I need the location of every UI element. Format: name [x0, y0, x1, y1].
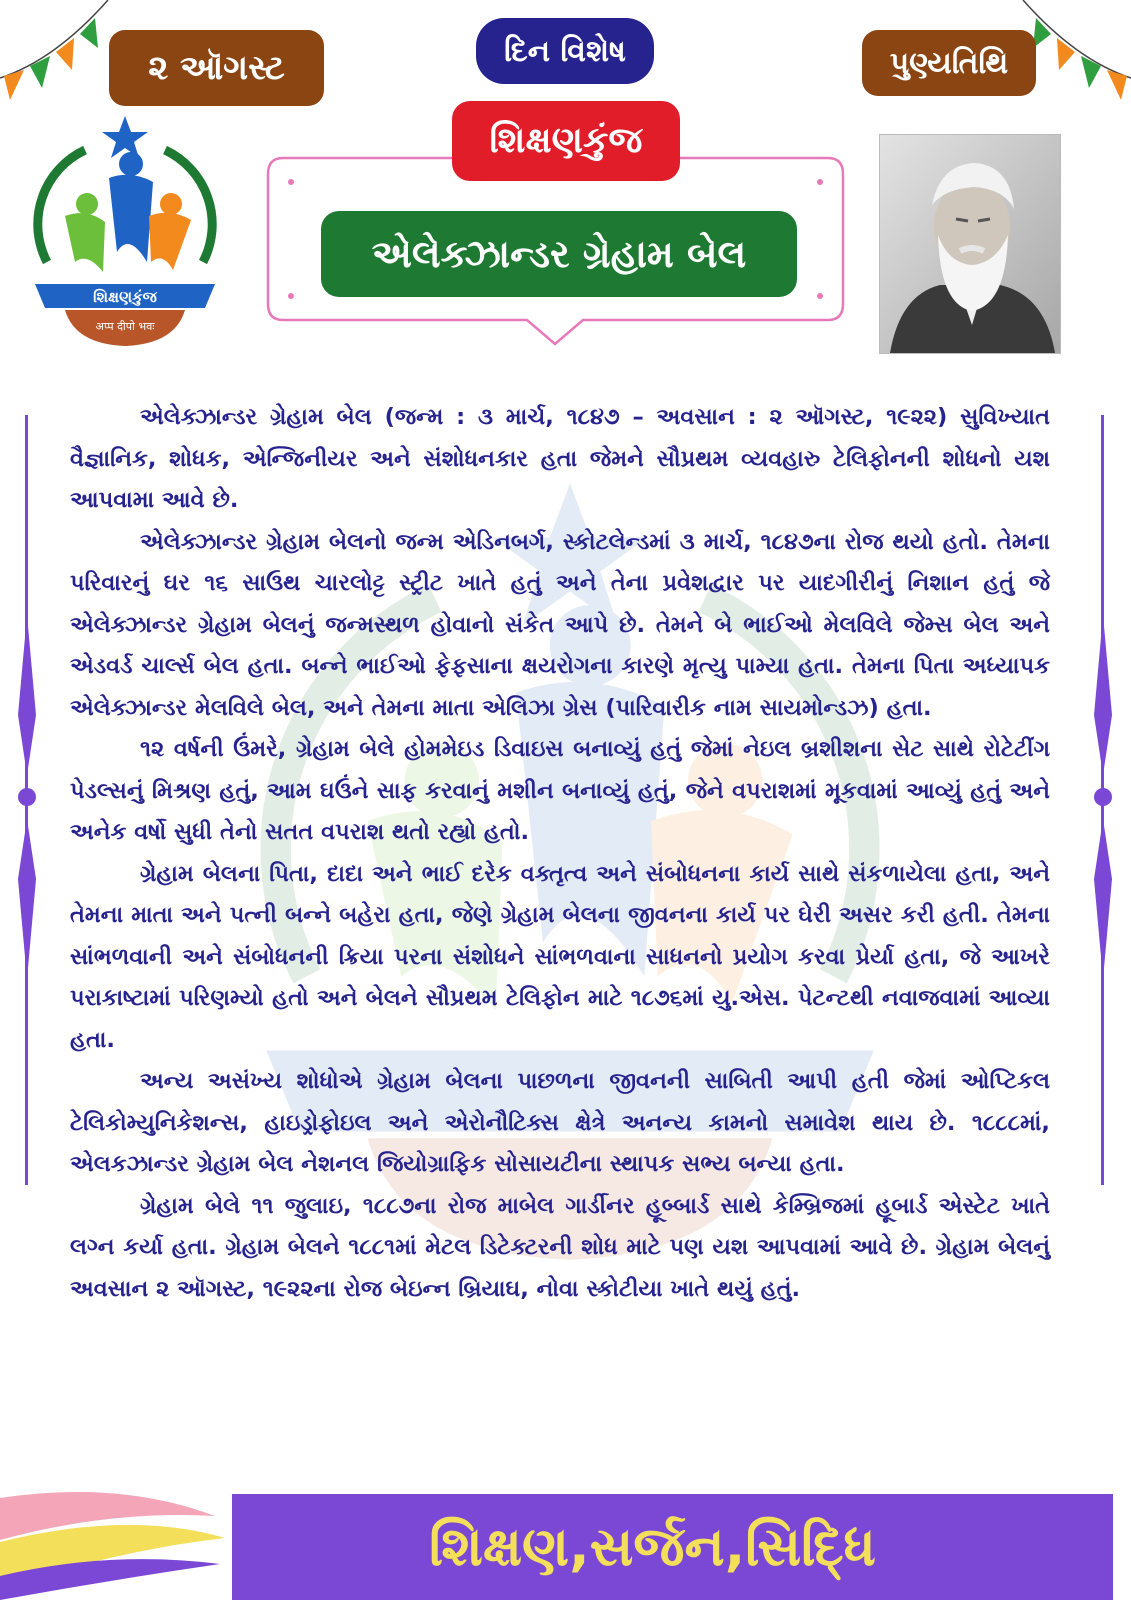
- article-paragraph: ગ્રેહામ બેલના પિતા, દાદા અને ભાઈ દરેક વક્તૃત્વ અને સંબોધનના કાર્ય સાથે સંકળાયેલા હતા, અને તેમના માતા અને પત્ની બન્ને બહેરા હતા, જેણે ગ્રેહામ બેલના જીવનના કાર્ય પર ઘેરી અસર કરી હતી. તેમના સાંભળવાની અને સંબોધનની ક્રિયા પરના સંશોધને સાંભળવાના સાધનનો પ્રયોગ કરવા પ્રેર્યા હતા, જે આખરે પરાકાષ્ટામાં પરિણમ્યો હતો અને બેલને સૌપ્રથમ ટેલિફોન માટે ૧૮૭૬માં યુ.એસ. પેટન્ટથી નવાજવામાં આવ્યા હતા.: [70, 860, 1050, 1053]
- article-paragraph: એલેક્ઝાન્ડર ગ્રેહામ બેલનો જન્મ એડિનબર્ગ, સ્કોટલેન્ડમાં ૩ માર્ચ, ૧૮૪૭ના રોજ થયો હતો. તેમના પરિવારનું ઘર ૧૬ સાઉથ ચારલોટ્ટ સ્ટ્રીટ ખાતે હતું અને તેના પ્રવેશદ્વાર પર યાદગીરીનું નિશાન હતું જે એલેક્ઝાન્ડર ગ્રેહામ બેલનું જન્મસ્થળ હોવાનો સંકેત આપે છે. તેમને બે ભાઈઓ મેલવિલે જેમ્સ બેલ અને એડવર્ડ ચાર્લ્સ બેલ હતા. બન્ને ભાઈઓ ફેફસાના ક્ષયરોગના કારણે મૃત્યુ પામ્યા હતા. તેમના પિતા અધ્યાપક એલેક્ઝાન્ડર મેલવિલે બેલ, અને તેમના માતા એલિઝા ગ્રેસ (પારિવારીક નામ સાયમોન્ડઝ) હતા.: [70, 528, 1050, 721]
- right-side-ornament: [1090, 415, 1116, 1185]
- person-name-banner: એલેક્ઝાન્ડર ગ્રેહામ બેલ: [321, 211, 797, 297]
- logo-ribbon-text: શિક્ષણકુંજ: [93, 288, 157, 306]
- logo-motto: अप्प दीपो भवः: [95, 320, 155, 333]
- footer-swoosh-decoration: [0, 1480, 260, 1600]
- article-paragraph: ગ્રેહામ બેલે ૧૧ જુલાઇ, ૧૮૮૭ના રોજ માબેલ ગાર્ડીનર હૂબ્બાર્ડ સાથે કેમ્બ્રિજમાં હૂબાર્ડ એસ્ટેટ ખાતે લગ્ન કર્યા હતા. ગ્રેહામ બેલને ૧૮૮૧માં મેટલ ડિટેક્ટરની શોધ માટે પણ યશ આપવામાં આવે છે. ગ્રેહામ બેલનું અવસાન ૨ ઑગસ્ટ, ૧૯૨૨ના રોજ બેઇન્ન બ્રિયાઘ, નોવા સ્કોટીયા ખાતે થયું હતું.: [70, 1192, 1050, 1302]
- death-anniversary-badge: પુણ્યતિથિ: [862, 30, 1036, 96]
- shikshankunj-logo: [25, 112, 225, 352]
- portrait-photo: [879, 134, 1061, 354]
- article-body: [70, 397, 1050, 1310]
- left-side-ornament: [14, 415, 40, 1185]
- article-paragraph: એલેક્ઝાન્ડર ગ્રેહામ બેલ (જન્મ : ૩ માર્ચ, ૧૮૪૭ – અવસાન : ૨ ઑગસ્ટ, ૧૯૨૨) સુવિખ્યાત વૈજ્ઞાનિક, શોધક, એન્જિનીયર અને સંશોધનકાર હતા જેમને સૌપ્રથમ વ્યવહારુ ટેલિફોનની શોધનો યશ આપવામા આવે છે.: [70, 404, 1050, 513]
- bunting-left-decoration: [0, 0, 115, 110]
- date-badge: ૨ ઑગસ્ટ: [109, 30, 324, 106]
- brand-badge: શિક્ષણકુંજ: [452, 101, 680, 181]
- footer-slogan: શિક્ષણ,સર્જન,સિદ્ધિ: [429, 1515, 876, 1578]
- article-paragraph: ૧૨ વર્ષની ઉંમરે, ગ્રેહામ બેલે હોમમેઇડ ડિવાઇસ બનાવ્યું હતું જેમાં નેઇલ બ્રશીશના સેટ સાથે રોટેટીંગ પેડલ્સનું મિશ્રણ હતું, આમ ઘઉંને સાફ કરવાનું મશીન બનાવ્યું હતું, જેને વપરાશમાં મૂકવામાં આવ્યું હતું અને અનેક વર્ષો સુધી તેનો સતત વપરાશ થતો રહ્યો હતો.: [70, 736, 1050, 845]
- article-paragraph: અન્ય અસંખ્ય શોધોએ ગ્રેહામ બેલના પાછળના જીવનની સાબિતી આપી હતી જેમાં ઓપ્ટિકલ ટેલિકોમ્યુનિકેશન્સ, હાઇડ્રોફોઇલ અને એરોનૌટિક્સ ક્ષેત્રે અનન્ય કામનો સમાવેશ થાય છે. ૧૮૮૮માં, એલકઝાન્ડર ગ્રેહામ બેલ નેશનલ જિયોગ્રાફિક સોસાયટીના સ્થાપક સભ્ય બન્યા હતા.: [70, 1068, 1050, 1177]
- footer-banner: [232, 1494, 1113, 1600]
- day-special-badge: દિન વિશેષ: [476, 18, 654, 84]
